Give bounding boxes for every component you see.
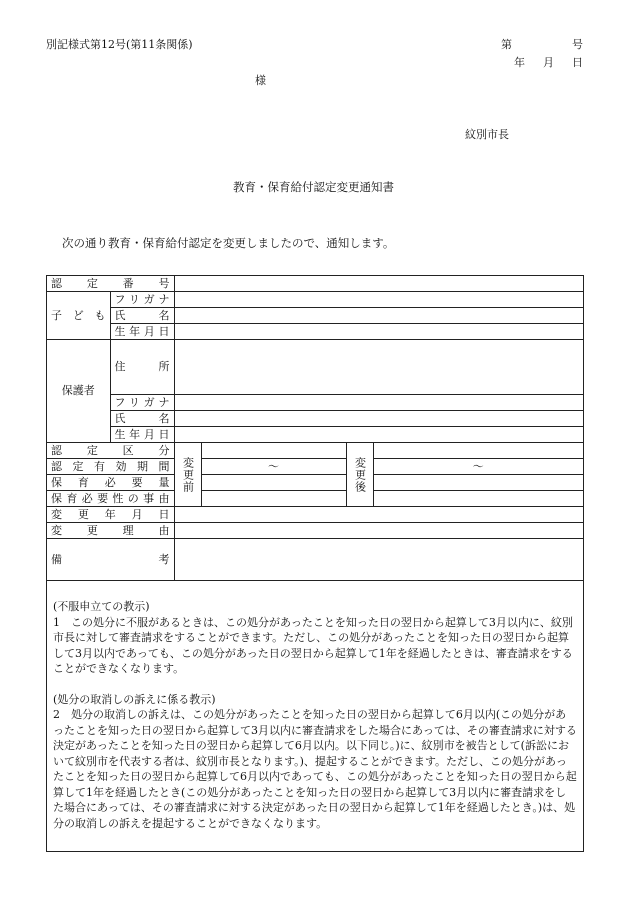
child-furigana-label: フリガナ [110,292,174,308]
remarks-label-b: 考 [158,552,170,566]
cert-class-label: 認定区分 [47,443,174,459]
lawsuit-body: 2 処分の取消しの訴えは、この処分があったことを知った日の翌日から起算して6月以内(この処分があったことを知った日の翌日から起算して3月以内に審査請求をした場合にあっては、その審査請求に対する決定があったことを知った日の翌日から起算して6月以内。以下同じ。)に、紋別市を被告として(訴訟において紋別市を代表する者は、紋別市長となります。)、提起することができます。ただし、この処分があったことを知った日の翌日から起算して6月以内であっても、この処分があったことを知った日の翌日から起算して1年を経過したとき(この処分があったことを知った日の翌日から起算して3月以内に審査請求をした場合にあっては、その審査請求に対する決定があった日の翌日から起算して1年を経過したとき。)は、処分の取消しの訴えを提起することができなくなります。 [53,708,577,830]
care-reason-label: 保育必要性の事由 [47,491,174,507]
cert-class-after [373,443,583,459]
change-reason-value [174,523,583,539]
guardian-address-label: 住所 [110,340,174,395]
care-reason-after [373,491,583,507]
valid-period-after: 〜 [373,459,583,475]
number-prefix: 第 [501,38,512,51]
guardian-label: 保護者 [47,340,110,443]
cert-class-before [201,443,346,459]
guardian-dob-label: 生年月日 [110,427,174,443]
change-reason-label: 変更理由 [47,523,174,539]
date-month: 月 [543,56,554,69]
guardian-name-value [174,411,583,427]
guardian-dob-value [174,427,583,443]
lawsuit-heading: (処分の取消しの訴えに係る教示) [53,692,216,706]
valid-period-before: 〜 [201,459,346,475]
guardian-address-value [174,340,583,395]
child-furigana-value [174,292,583,308]
addressee-honorific: 様 [255,74,266,87]
date-year: 年 [514,56,525,69]
appeal-heading: (不服申立ての教示) [53,600,150,613]
remarks-label-a: 備 [51,552,62,566]
issuer: 紋別市長 [465,128,509,141]
intro-text: 次の通り教育・保育給付認定を変更しましたので、通知します。 [62,236,395,250]
care-reason-before [201,491,346,507]
cert-number-value [174,276,583,292]
change-date-value [174,507,583,523]
child-dob-value [174,324,583,340]
before-label: 変更前 [174,443,201,507]
child-dob-label: 生年月日 [110,324,174,340]
guardian-furigana-value [174,395,583,411]
child-label: 子ども [47,292,110,340]
child-name-value [174,308,583,324]
after-label: 変更後 [346,443,373,507]
care-amount-label: 保育必要量 [47,475,174,491]
guardian-name-label: 氏名 [110,411,174,427]
number-suffix: 号 [572,38,583,51]
change-date-label: 変更年月日 [47,507,174,523]
legal-notices [53,599,577,831]
form-number: 別記様式第12号(第11条関係) [46,38,193,51]
date-day: 日 [572,56,583,69]
notice-form [46,275,584,852]
remarks-label [47,539,174,581]
child-name-label: 氏名 [110,308,174,324]
appeal-body: 1 この処分に不服があるときは、この処分があったことを知った日の翌日から起算して3月以内に、紋別市長に対して審査請求をすることができます。ただし、この処分があったことを知った日の翌日から起算して3月以内であっても、この処分があった日の翌日から起算して1年を経過したときは、審査請求をすることができなくなります。 [53,615,573,675]
remarks-value [174,539,583,581]
details-table [47,276,583,581]
document-title: 教育・保育給付認定変更通知書 [233,180,394,194]
care-amount-after [373,475,583,491]
guardian-furigana-label: フリガナ [110,395,174,411]
valid-period-label: 認定有効期間 [47,459,174,475]
care-amount-before [201,475,346,491]
cert-number-label: 認定番号 [47,276,174,292]
